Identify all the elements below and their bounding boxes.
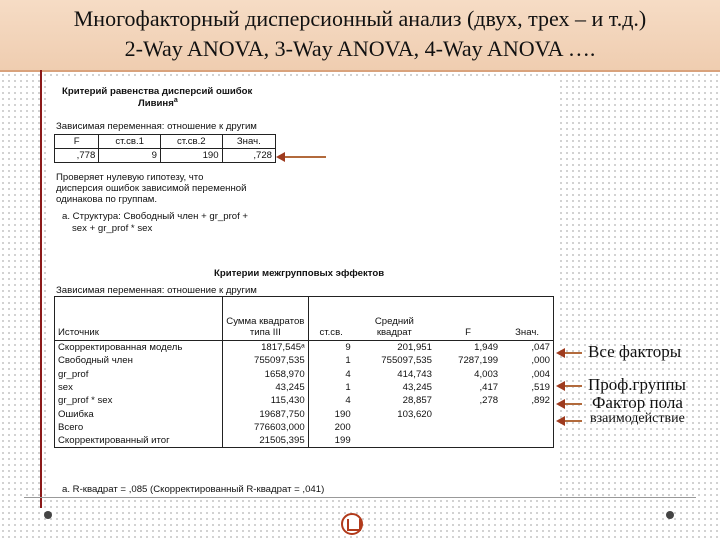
between-dependent: Зависимая переменная: отношение к другим xyxy=(56,285,257,296)
title-bar xyxy=(0,0,720,72)
table-row: sex 43,245 1 43,245 ,417 ,519 xyxy=(55,381,554,394)
levene-table xyxy=(54,134,276,163)
logo-icon xyxy=(341,513,363,535)
table-row: gr_prof * sex 115,430 4 28,857 ,278 ,892 xyxy=(55,394,554,407)
arrow-line-prof-groups xyxy=(564,385,582,387)
table-row: gr_prof 1658,970 4 414,743 4,003 ,004 xyxy=(55,368,554,381)
levene-header-sig: Знач. xyxy=(222,135,275,149)
header-f: F xyxy=(435,297,501,341)
levene-note-4: а. Структура: Свободный член + gr_prof + xyxy=(62,211,249,222)
table-row: Скорректированный итог 21505,395 199 xyxy=(55,434,554,448)
levene-dependent: Зависимая переменная: отношение к другим xyxy=(56,121,257,132)
between-subjects-table xyxy=(54,296,554,448)
levene-header-df1: ст.св.1 xyxy=(99,135,161,149)
header-ms: Средний квадрат xyxy=(354,297,435,341)
levene-note-1: Проверяет нулевую гипотезу, что xyxy=(56,172,204,183)
table-row: Свободный член 755097,535 1 755097,535 7287,199 ,000 xyxy=(55,354,554,367)
left-accent-line xyxy=(40,70,42,508)
levene-note-2: дисперсия ошибок зависимой переменной xyxy=(56,183,247,194)
label-interaction: взаимодействие xyxy=(590,411,685,426)
arrow-head-prof-groups xyxy=(556,381,565,391)
levene-header-f: F xyxy=(55,135,99,149)
levene-heading: Критерий равенства дисперсий ошибок xyxy=(62,86,253,97)
arrow-head-interaction xyxy=(556,416,565,426)
footer-dot-left xyxy=(44,511,52,519)
levene-note-5: sex + gr_prof * sex xyxy=(72,223,153,234)
slide-title: Многофакторный дисперсионный анализ (двух, трех – и т.д.) xyxy=(73,6,647,31)
between-footnote: а. R-квадрат = ,085 (Скорректированный R-квадрат = ,041) xyxy=(62,484,325,495)
footer-dot-right xyxy=(666,511,674,519)
levene-value-df1: 9 xyxy=(99,149,161,163)
header-sig: Знач. xyxy=(501,297,553,341)
arrow-line-all-factors xyxy=(564,352,582,354)
between-heading: Критерии межгрупповых эффектов xyxy=(214,268,385,279)
label-sex-factor: Фактор пола xyxy=(592,393,683,412)
label-prof-groups: Проф.группы xyxy=(588,375,686,394)
header-df: ст.св. xyxy=(308,297,354,341)
table-row: Всего 776603,000 200 xyxy=(55,421,554,434)
levene-heading-2: Ливиня$^а$ xyxy=(138,97,178,110)
arrow-line-interaction xyxy=(564,420,582,422)
footer-divider xyxy=(24,497,696,498)
header-source: Источник xyxy=(55,297,223,341)
arrow-head-sex xyxy=(556,399,565,409)
spss-output xyxy=(48,78,558,498)
levene-arrow-line xyxy=(284,156,326,158)
levene-value-f: ,778 xyxy=(55,149,99,163)
label-all-factors: Все факторы xyxy=(588,342,682,361)
arrow-line-sex xyxy=(564,403,582,405)
levene-header-df2: ст.св.2 xyxy=(160,135,222,149)
arrow-head-all-factors xyxy=(556,348,565,358)
levene-value-sig: ,728 xyxy=(222,149,275,163)
table-row: Скорректированная модель 1817,545ᵃ 9 201,951 1,949 ,047 xyxy=(55,341,554,355)
table-row: Ошибка 19687,750 190 103,620 xyxy=(55,407,554,420)
levene-value-df2: 190 xyxy=(160,149,222,163)
header-ss: Сумма квадратов типа III xyxy=(223,297,309,341)
levene-note-3: одинакова по группам. xyxy=(56,194,158,205)
slide-subtitle: 2-Way ANOVA, 3-Way ANOVA, 4-Way ANOVA …. xyxy=(124,36,596,61)
levene-arrow-head xyxy=(276,152,285,162)
